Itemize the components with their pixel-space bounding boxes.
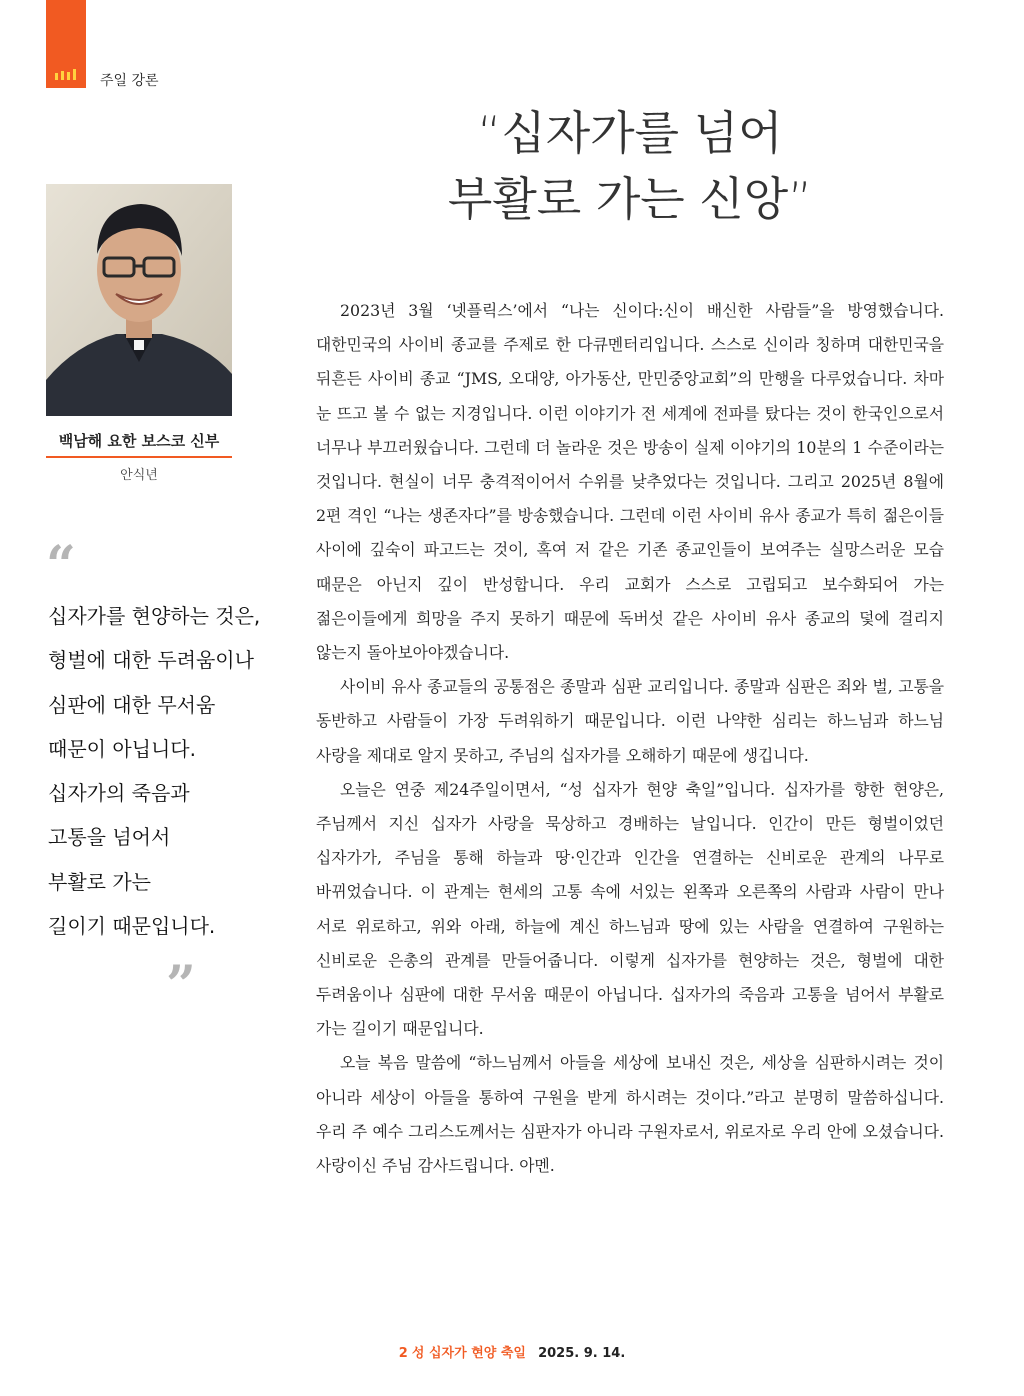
title-line-1: “십자가를 넘어 — [477, 106, 783, 160]
pull-quote — [48, 594, 288, 948]
open-quote-icon: “ — [46, 535, 76, 596]
pull-quote-line: 십자가를 현양하는 것은, — [48, 604, 261, 628]
author-divider — [46, 456, 232, 458]
page-footer — [0, 1342, 1024, 1361]
page-number: 2 — [398, 1346, 408, 1361]
pull-quote-line: 고통을 넘어서 — [48, 825, 171, 850]
pull-quote-line: 형벌에 대한 두려움이나 — [48, 648, 254, 673]
section-label: 주일 강론 — [100, 73, 159, 89]
footer-date: 2025. 9. 14. — [538, 1346, 626, 1361]
author-name: 백남해 요한 보스코 신부 — [58, 432, 220, 450]
candles-icon — [54, 68, 78, 80]
pull-quote-line: 부활로 가는 — [48, 869, 151, 894]
body-paragraph: 사이비 유사 종교들의 공통점은 종말과 심판 교리입니다. 종말과 심판은 죄와 벌, 고통을 동반하고 사람들이 가장 두려워하기 때문입니다. 이런 나약한 심리는 하느님과 하느님 사랑을 제대로 알지 못하고, 주님의 십자가를 오해하기 때문에 생깁니다. — [316, 677, 944, 765]
author-portrait-illustration — [46, 184, 232, 416]
page-title — [380, 100, 880, 232]
footer-feast: 성 십자가 현양 축일 — [411, 1346, 526, 1361]
body-paragraph: 오늘은 연중 제24주일이면서, “성 십자가 현양 축일”입니다. 십자가를 향한 현양은, 주님께서 지신 십자가 사랑을 묵상하고 경배하는 날입니다. 인간이 만든 형벌이었던 십자가가, 주님을 통해 하늘과 땅·인간과 인간을 연결하는 신비로운 관계의 나무로 바뀌었습니다. 이 관계는 현세의 고통 속에 서있는 왼쪽과 오른쪽의 사람과 사람이 만나 서로 위로하고, 위와 아래, 하늘에 계신 하느님과 땅에 있는 사람을 연결하여 구원하는 신비로운 은총의 관계를 만들어줍니다. 이렇게 십자가를 현양하는 것은, 형벌에 대한 두려움이나 심판에 대한 무서움 때문이 아닙니다. 십자가의 죽음과 고통을 넘어서 부활로 가는 길이기 때문입니다. — [316, 779, 944, 1039]
homily-body — [316, 294, 944, 1183]
author-parish: 안식년 — [120, 468, 158, 483]
author-photo — [46, 184, 232, 416]
pull-quote-line: 길이기 때문입니다. — [48, 914, 216, 939]
section-color-tab — [46, 0, 86, 88]
pull-quote-line: 심판에 대한 무서움 — [48, 692, 216, 717]
body-paragraph: 2023년 3월 ‘넷플릭스’에서 “나는 신이다:신이 배신한 사람들”을 방영했습니다. 대한민국의 사이비 종교를 주제로 한 다큐멘터리입니다. 스스로 신이라 칭하며 대한민국을 뒤흔든 사이비 종교 “JMS, 오대양, 아가동산, 만민중앙교회”의 만행을 다루었습니다. 차마 눈 뜨고 볼 수 없는 지경입니다. 이런 이야기가 전 세계에 전파를 탔다는 것이 한국인으로서 너무나 부끄러웠습니다. 그런데 더 놀라운 것은 방송이 실제 이야기의 10분의 1 수준이라는 것입니다. 현실이 너무 충격적이어서 수위를 낮추었다는 것입니다. 그리고 2025년 8월에 2편 격인 “나는 생존자다”를 방송했습니다. 그런데 이런 사이비 유사 종교가 특히 젊은이들 사이에 깊숙이 파고드는 것이, 혹여 저 같은 기존 종교인들이 보여주는 실망스러운 모습 때문은 아닌지 깊이 반성합니다. 우리 교회가 스스로 고립되고 보수화되어 가는 젊은이들에게 희망을 주지 못하기 때문에 독버섯 같은 사이비 유사 종교의 덫에 걸리지 않는지 돌아보아야겠습니다. — [316, 301, 944, 663]
pull-quote-line: 십자가의 죽음과 — [48, 781, 190, 806]
pull-quote-line: 때문이 아닙니다. — [48, 736, 196, 761]
body-paragraph: 오늘 복음 말씀에 “하느님께서 아들을 세상에 보내신 것은, 세상을 심판하시려는 것이 아니라 세상이 아들을 통하여 구원을 받게 하시려는 것이다.”라고 분명히 말씀하십니다. 우리 주 예수 그리스도께서는 심판자가 아니라 구원자로서, 위로자로 우리 안에 오셨습니다. 사랑이신 주님 감사드립니다. 아멘. — [316, 1053, 944, 1176]
close-quote-icon: ” — [166, 955, 196, 1016]
title-line-2: 부활로 가는 신앙” — [447, 172, 813, 226]
